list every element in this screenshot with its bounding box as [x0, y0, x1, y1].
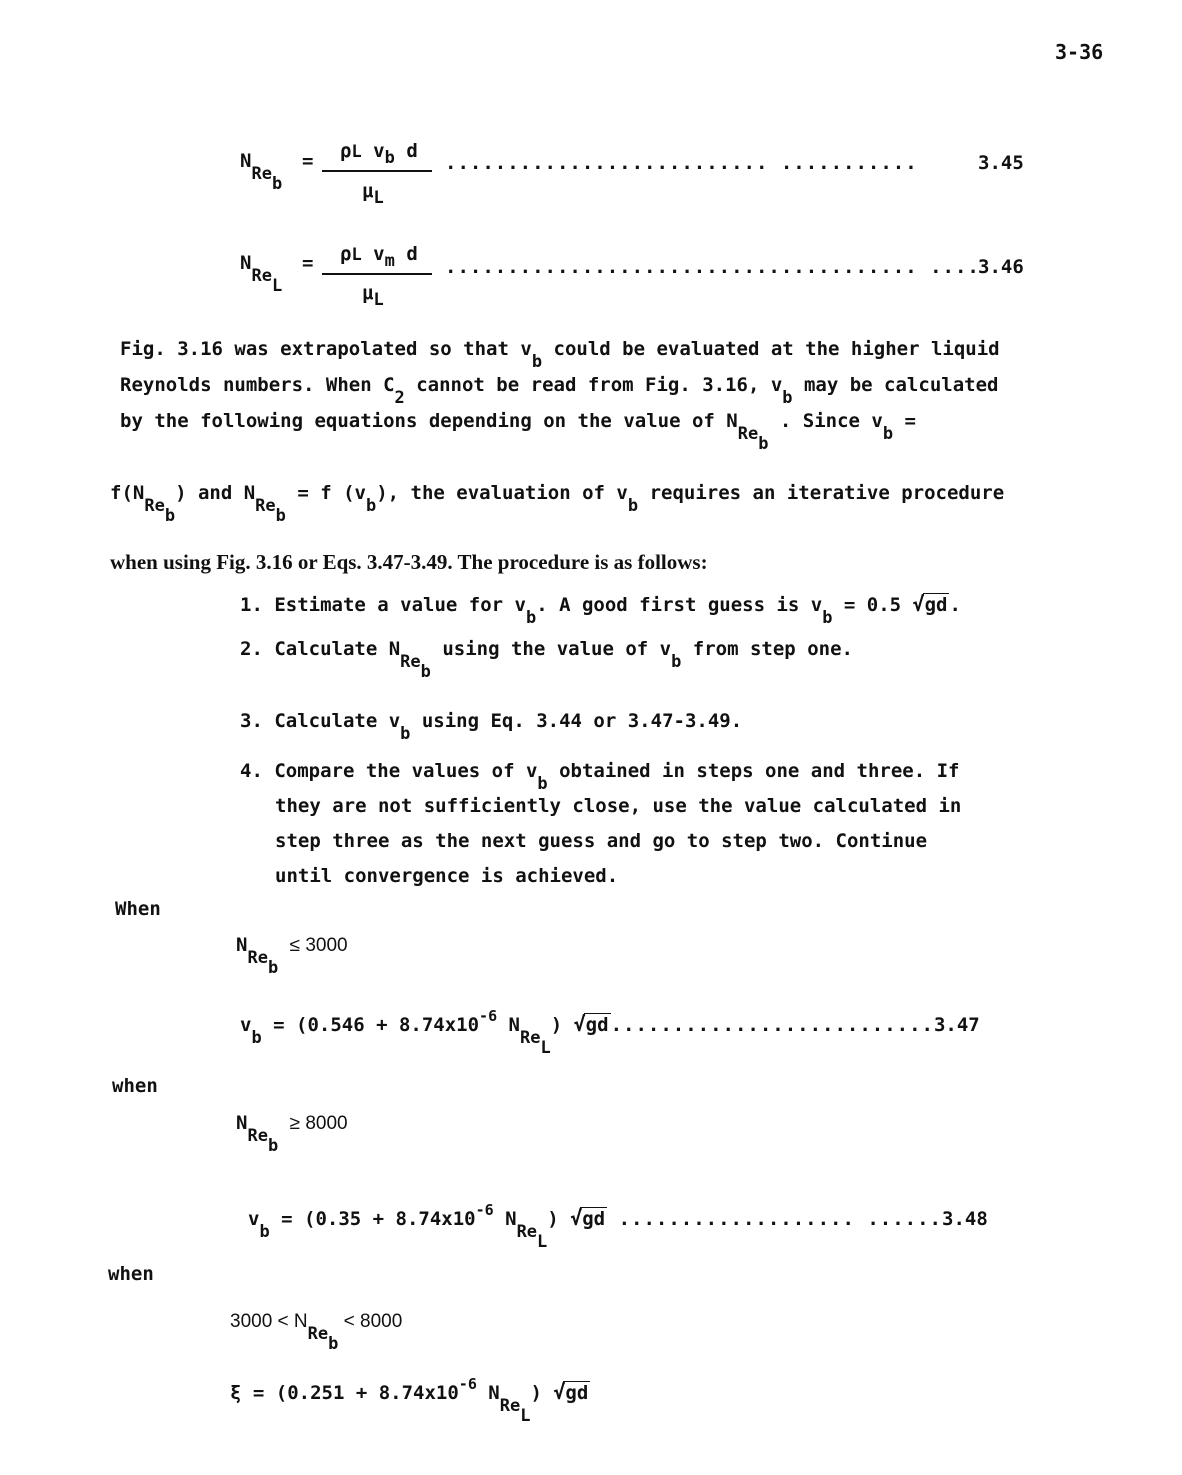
when-label-3: when — [108, 1263, 154, 1285]
para-line-2: Reynolds numbers. When C2 cannot be read from Fig. 3.16, vb may be calculated — [120, 374, 999, 408]
eq345-leader: .......................... ........... — [445, 152, 918, 174]
condition-1: NReb ≤ 3000 — [236, 934, 348, 978]
step-4-line-4: until convergence is achieved. — [275, 865, 619, 887]
eq345-equals: = — [302, 150, 314, 172]
step-4-line-2: they are not sufficiently close, use the value calculated in — [275, 795, 962, 817]
eq345-number: 3.45 — [978, 152, 1024, 174]
step-3: 3. Calculate vb using Eq. 3.44 or 3.47-3.49. — [240, 710, 743, 744]
eq346-number: 3.46 — [978, 256, 1024, 278]
para-line-5: when using Fig. 3.16 or Eqs. 3.47-3.49. The procedure is as follows: — [110, 550, 708, 574]
equation-3-47: vb = ($0.546 + 8.74x10^{-6}$ NReL) √gd ..........................3.47 — [240, 1007, 980, 1058]
equation-3-48: vb = ($0.35 + 8.74x10^{-6}$ NReL) √gd ................... ......3.48 — [248, 1201, 988, 1252]
when-label-1: When — [115, 898, 161, 920]
step-1: 1. Estimate a value for vb. A good first guess is vb = 0.5 √gd . — [240, 592, 961, 628]
eq346-leader: ...................................... .... — [445, 256, 980, 278]
eq346-denominator: μL — [362, 282, 384, 310]
step-4: 4. Compare the values of vb obtained in steps one and three. If — [240, 760, 960, 794]
eq345-numerator: ρL vb d — [340, 140, 418, 168]
condition-3: 3000 < NReb < 8000 — [230, 1311, 403, 1354]
para-line-1: Fig. 3.16 was extrapolated so that vb could be evaluated at the higher liquid — [120, 338, 1000, 372]
equation-3-49: $\xi = (0.251 + 8.74x10^{-6}$ NReL) √gd — [230, 1375, 589, 1426]
eq346-lhs: NReL — [240, 252, 283, 296]
para-line-4: f(NReb) and NReb = f (vb), the evaluation of vb requires an iterative procedure — [110, 482, 1005, 526]
step-2: 2. Calculate NReb using the value of vb from step one. — [240, 638, 853, 682]
eq346-equals: = — [302, 252, 314, 274]
page-number: 3-36 — [1055, 40, 1104, 64]
eq345-fraction-bar — [322, 170, 432, 172]
eq345-denominator: μL — [362, 180, 384, 208]
condition-2: NReb ≥ 8000 — [236, 1112, 348, 1156]
when-label-2: when — [112, 1075, 158, 1097]
eq346-fraction-bar — [322, 273, 432, 275]
eq346-numerator: ρL vm d — [340, 243, 418, 271]
para-line-3: by the following equations depending on the value of NReb . Since vb = — [120, 410, 916, 454]
eq345-lhs: NReb — [240, 150, 283, 194]
step-4-line-3: step three as the next guess and go to step two. Continue — [275, 830, 928, 852]
